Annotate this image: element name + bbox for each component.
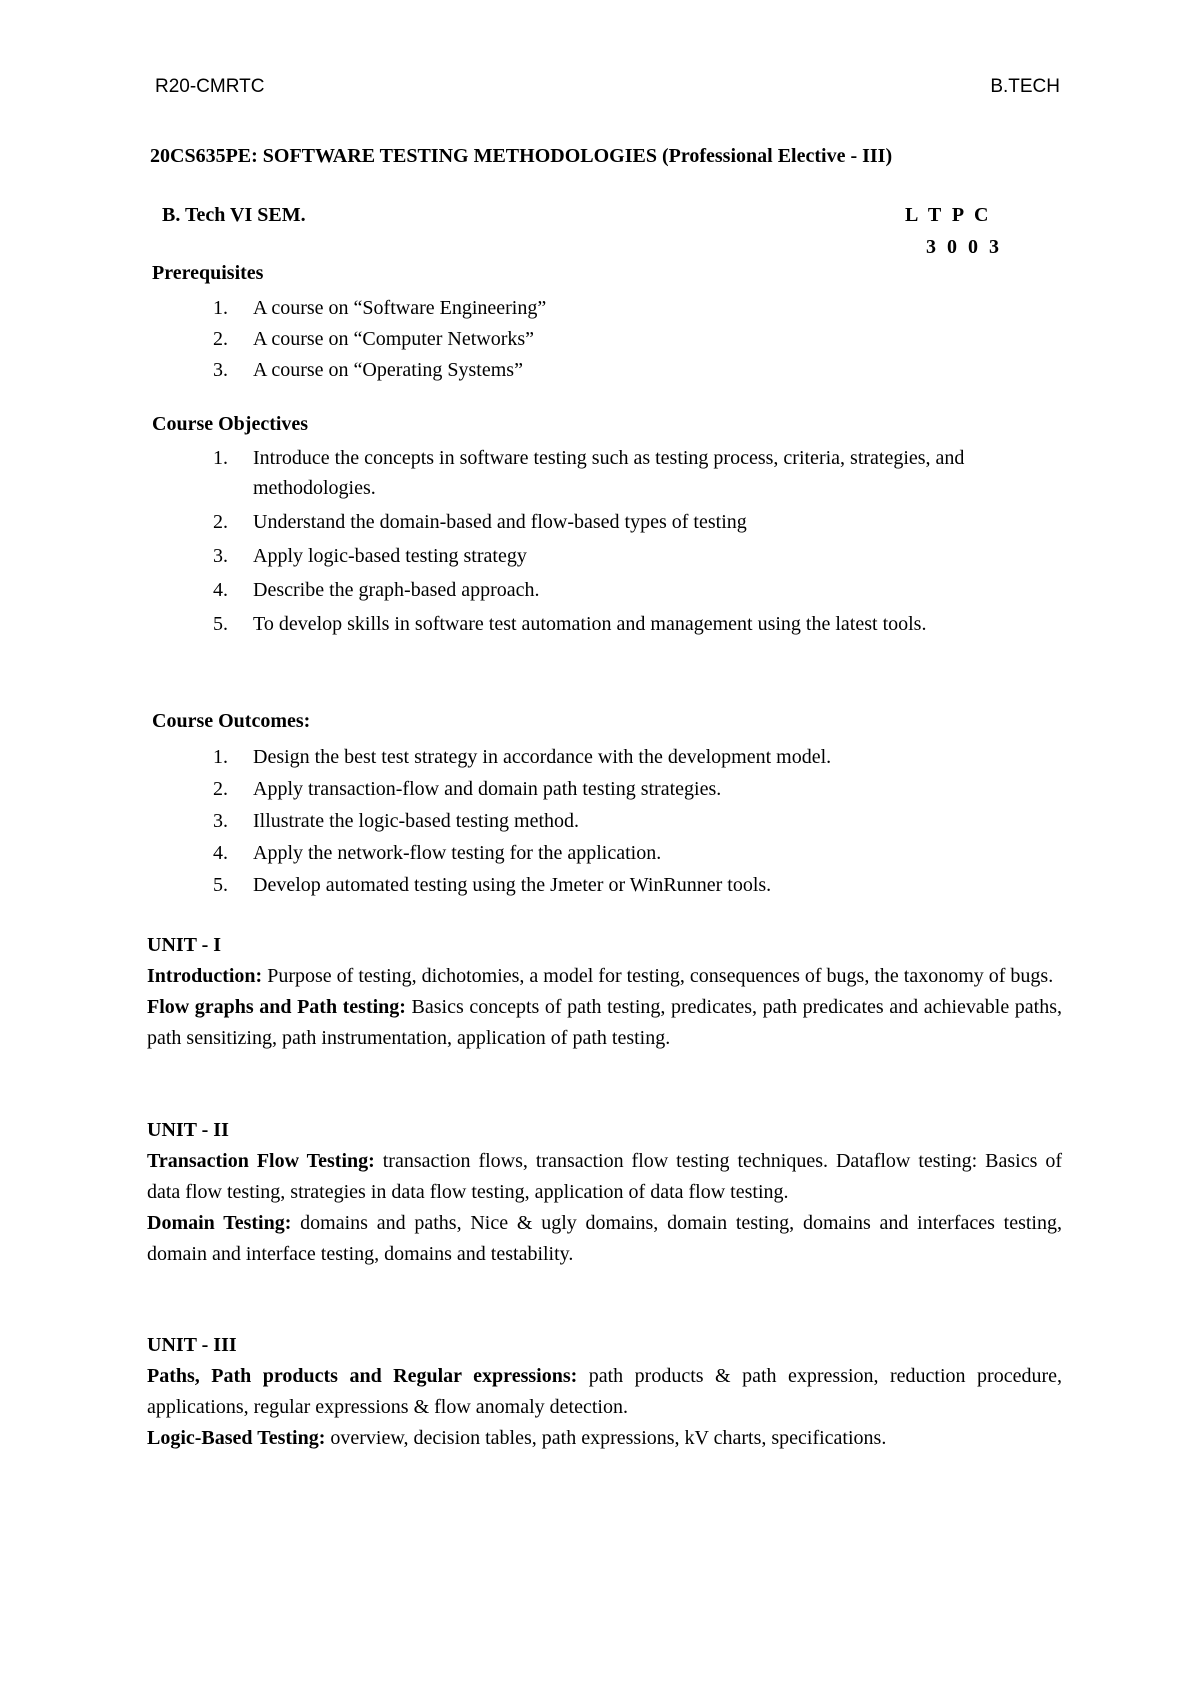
list-number: 2. [213,511,228,533]
header-right: B.TECH [990,76,1060,97]
unit-topic [147,1208,1062,1270]
unit-topic [147,1423,1062,1454]
list-item [205,805,1075,837]
unit-title: UNIT - II [147,1119,229,1141]
unit-topic [147,1146,1062,1208]
prerequisites-list [205,293,1075,386]
header-left: R20-CMRTC [155,76,265,97]
unit-topic [147,1361,1062,1423]
course-title: 20CS635PE: SOFTWARE TESTING METHODOLOGIES (Professional Elective - III) [150,145,893,167]
unit-title: UNIT - I [147,934,222,956]
list-number: 4. [213,579,228,601]
list-text: Describe the graph-based approach. [253,579,540,601]
unit-2 [147,1115,1062,1270]
list-number: 3. [213,359,228,381]
list-text: Apply transaction-flow and domain path testing strategies. [253,778,722,800]
ltpc-values: 3 0 0 3 [926,236,999,258]
topic-label: Logic-Based Testing: [147,1427,326,1449]
unit-topic [147,992,1062,1054]
list-item [205,741,1075,773]
topic-text: Purpose of testing, dichotomies, a model for testing, consequences of bugs, the taxonomy of bugs. [262,965,1054,987]
prerequisites-heading: Prerequisites [152,262,264,284]
topic-label: Flow graphs and Path testing: [147,996,406,1018]
list-number: 4. [213,842,228,864]
list-item [205,355,1075,386]
objectives-list [205,443,1075,639]
topic-text: overview, decision tables, path expressions, kV charts, specifications. [325,1427,887,1449]
semester-label: B. Tech VI SEM. [162,204,306,226]
objectives-heading: Course Objectives [152,413,309,435]
outcomes-heading: Course Outcomes: [152,710,311,732]
topic-label: Paths, Path products and Regular expressions: [147,1365,578,1387]
unit-3 [147,1330,1062,1454]
topic-text: transaction flows, transaction flow testing techniques. Dataflow testing: Basics of data flow testing, strategies in data flow testing, application of data flow testing. [147,1150,1062,1203]
list-number: 1. [213,746,228,768]
list-text: To develop skills in software test automation and management using the latest tools. [253,613,927,635]
list-number: 1. [213,297,228,319]
list-item [205,324,1075,355]
outcomes-list [205,741,1075,901]
list-item [205,869,1075,901]
list-number: 2. [213,778,228,800]
list-item [205,773,1075,805]
list-item [205,443,1075,503]
list-text: Introduce the concepts in software testing such as testing process, criteria, strategies, and methodologies. [253,447,965,499]
list-number: 5. [213,613,228,635]
list-text: Design the best test strategy in accordance with the development model. [253,746,832,768]
topic-text: Basics concepts of path testing, predicates, path predicates and achievable paths, path sensitizing, path instrumentation, application of path testing. [147,996,1062,1049]
list-text: Apply logic-based testing strategy [253,545,527,567]
list-item [205,507,1075,537]
list-text: Illustrate the logic-based testing method. [253,810,580,832]
list-number: 5. [213,874,228,896]
unit-title: UNIT - III [147,1334,237,1356]
topic-label: Domain Testing: [147,1212,292,1234]
topic-text: domains and paths, Nice & ugly domains, domain testing, domains and interfaces testing, domain and interface testing, domains and testability. [147,1212,1062,1265]
list-text: A course on “Operating Systems” [253,359,523,381]
list-text: Develop automated testing using the Jmeter or WinRunner tools. [253,874,772,896]
topic-text: path products & path expression, reduction procedure, applications, regular expressions & flow anomaly detection. [147,1365,1062,1418]
topic-label: Introduction: [147,965,263,987]
list-item [205,541,1075,571]
list-text: Understand the domain-based and flow-based types of testing [253,511,747,533]
list-text: A course on “Computer Networks” [253,328,535,350]
unit-1 [147,930,1062,1054]
list-item [205,609,1075,639]
ltpc-labels: L T P C [905,204,989,226]
topic-label: Transaction Flow Testing: [147,1150,375,1172]
list-item [205,837,1075,869]
list-number: 2. [213,328,228,350]
list-text: Apply the network-flow testing for the application. [253,842,662,864]
list-number: 1. [213,447,228,469]
list-number: 3. [213,810,228,832]
unit-topic [147,961,1062,992]
list-text: A course on “Software Engineering” [253,297,547,319]
list-item [205,293,1075,324]
list-number: 3. [213,545,228,567]
list-item [205,575,1075,605]
